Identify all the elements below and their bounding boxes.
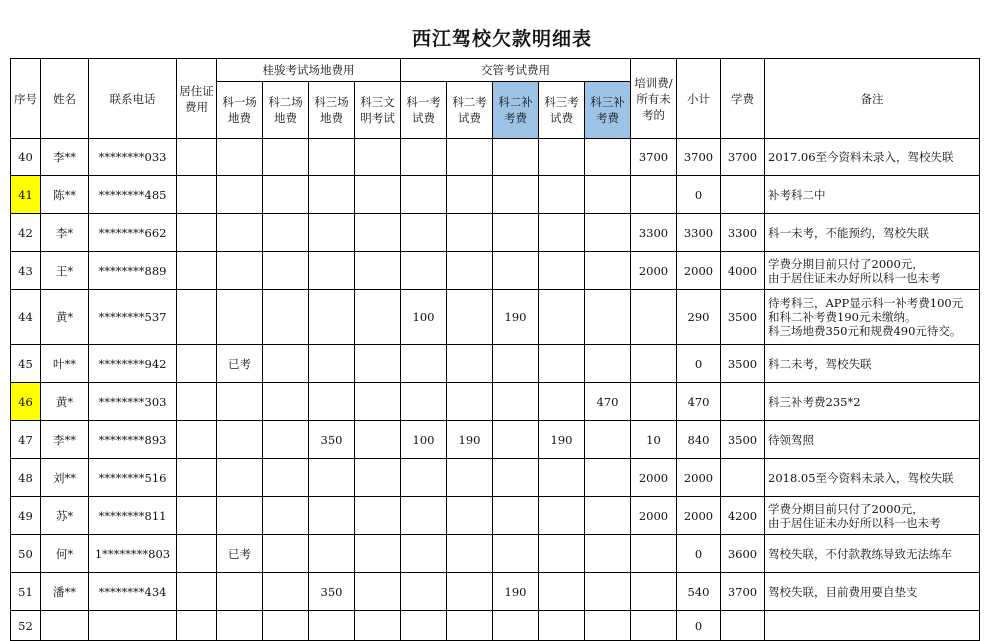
cell-k3-venue: [309, 345, 355, 383]
cell-k3-exam: [539, 459, 585, 497]
cell-phone: ********889: [89, 252, 177, 290]
cell-residence-fee: [177, 535, 217, 573]
cell-k2-venue: [263, 383, 309, 421]
cell-training: 2000: [631, 497, 677, 535]
cell-k1-exam: [401, 176, 447, 214]
cell-k2-makeup: [493, 497, 539, 535]
cell-name: 黄*: [41, 383, 89, 421]
table-row: [11, 611, 980, 641]
cell-k3-venue: [309, 611, 355, 641]
page-title: 西江驾校欠款明细表: [411, 28, 592, 50]
cell-k2-venue: [263, 214, 309, 252]
cell-k2-venue: [263, 290, 309, 345]
header-tuition: 学费: [721, 59, 765, 139]
cell-training: [631, 535, 677, 573]
cell-phone: ********516: [89, 459, 177, 497]
cell-k3-civil: [355, 345, 401, 383]
cell-tuition: 3500: [721, 345, 765, 383]
cell-training: [631, 573, 677, 611]
table-row: [11, 383, 980, 421]
header-training: 培训费/所有未考的: [631, 59, 677, 139]
cell-k3-exam: [539, 139, 585, 176]
cell-k1-venue: [217, 573, 263, 611]
cell-k2-exam: [447, 214, 493, 252]
cell-k3-civil: [355, 573, 401, 611]
cell-k1-exam: [401, 345, 447, 383]
cell-phone: ********662: [89, 214, 177, 252]
cell-residence-fee: [177, 383, 217, 421]
cell-k3-exam: [539, 573, 585, 611]
cell-k3-civil: [355, 535, 401, 573]
cell-k3-makeup: 470: [585, 383, 631, 421]
table-row: [11, 176, 980, 214]
cell-training: 2000: [631, 459, 677, 497]
cell-k2-makeup: [493, 383, 539, 421]
cell-seq: 49: [11, 497, 41, 535]
cell-k3-makeup: [585, 421, 631, 459]
cell-note: 学费分期目前只付了2000元， 由于居住证未办好所以科一也未考: [765, 497, 980, 535]
cell-k1-exam: [401, 139, 447, 176]
cell-k2-exam: [447, 611, 493, 641]
cell-subtotal: 3300: [677, 214, 721, 252]
cell-k2-venue: [263, 252, 309, 290]
cell-k3-exam: [539, 345, 585, 383]
cell-k3-venue: [309, 383, 355, 421]
cell-residence-fee: [177, 290, 217, 345]
cell-seq: 46: [11, 383, 41, 421]
cell-k1-venue: [217, 459, 263, 497]
cell-residence-fee: [177, 421, 217, 459]
cell-k3-venue: [309, 214, 355, 252]
cell-k3-venue: 350: [309, 421, 355, 459]
cell-k1-venue: 已考: [217, 535, 263, 573]
cell-k3-venue: [309, 176, 355, 214]
cell-note: 驾校失联，目前费用要自垫支: [765, 573, 980, 611]
cell-k2-makeup: [493, 252, 539, 290]
cell-residence-fee: [177, 214, 217, 252]
cell-subtotal: 0: [677, 176, 721, 214]
cell-tuition: [721, 611, 765, 641]
cell-k2-venue: [263, 535, 309, 573]
cell-k2-makeup: [493, 459, 539, 497]
cell-k2-makeup: [493, 611, 539, 641]
cell-name: [41, 611, 89, 641]
cell-seq: 41: [11, 176, 41, 214]
header-subtotal: 小计: [677, 59, 721, 139]
cell-phone: [89, 611, 177, 641]
table-row: [11, 345, 980, 383]
header-phone: 联系电话: [89, 59, 177, 139]
cell-seq: 45: [11, 345, 41, 383]
cell-tuition: [721, 176, 765, 214]
cell-training: [631, 176, 677, 214]
cell-k3-venue: 350: [309, 573, 355, 611]
cell-k2-makeup: [493, 139, 539, 176]
cell-k3-makeup: [585, 176, 631, 214]
table-row: [11, 139, 980, 176]
cell-note: 科三补考费235*2: [765, 383, 980, 421]
cell-seq: 40: [11, 139, 41, 176]
cell-k2-makeup: [493, 345, 539, 383]
table-row: [11, 421, 980, 459]
cell-k3-makeup: [585, 345, 631, 383]
cell-subtotal: 2000: [677, 497, 721, 535]
cell-k2-venue: [263, 497, 309, 535]
cell-residence-fee: [177, 573, 217, 611]
cell-k2-exam: [447, 139, 493, 176]
cell-subtotal: 840: [677, 421, 721, 459]
cell-k1-venue: 已考: [217, 345, 263, 383]
cell-name: 李**: [41, 139, 89, 176]
cell-k2-exam: [447, 459, 493, 497]
cell-seq: 43: [11, 252, 41, 290]
cell-k2-makeup: 190: [493, 573, 539, 611]
cell-k1-exam: [401, 383, 447, 421]
cell-k2-exam: [447, 383, 493, 421]
cell-k3-exam: [539, 383, 585, 421]
cell-k2-makeup: [493, 214, 539, 252]
cell-tuition: 3500: [721, 290, 765, 345]
cell-residence-fee: [177, 252, 217, 290]
cell-k3-makeup: [585, 459, 631, 497]
table-row: [11, 573, 980, 611]
cell-training: 2000: [631, 252, 677, 290]
header-group-traffic: 交管考试费用: [401, 59, 631, 82]
cell-training: [631, 345, 677, 383]
cell-k1-venue: [217, 252, 263, 290]
cell-k1-exam: [401, 573, 447, 611]
cell-k2-exam: [447, 345, 493, 383]
cell-k1-exam: [401, 214, 447, 252]
cell-name: 黄*: [41, 290, 89, 345]
cell-tuition: 3700: [721, 573, 765, 611]
cell-phone: 1********803: [89, 535, 177, 573]
header-residence-fee: 居住证费用: [177, 59, 217, 139]
header-seq: 序号: [11, 59, 41, 139]
cell-k1-venue: [217, 290, 263, 345]
cell-phone: ********537: [89, 290, 177, 345]
table-row: [11, 290, 980, 345]
cell-k2-exam: [447, 497, 493, 535]
cell-k1-exam: 100: [401, 421, 447, 459]
cell-note: 科二未考，驾校失联: [765, 345, 980, 383]
cell-k3-venue: [309, 535, 355, 573]
table-row: [11, 535, 980, 573]
cell-k3-civil: [355, 611, 401, 641]
cell-k3-exam: [539, 252, 585, 290]
cell-k1-exam: [401, 459, 447, 497]
cell-k2-venue: [263, 421, 309, 459]
table-row: [11, 214, 980, 252]
cell-residence-fee: [177, 176, 217, 214]
cell-seq: 52: [11, 611, 41, 641]
cell-subtotal: 0: [677, 535, 721, 573]
cell-tuition: 3700: [721, 139, 765, 176]
cell-k1-venue: [217, 176, 263, 214]
cell-phone: ********811: [89, 497, 177, 535]
cell-k3-venue: [309, 290, 355, 345]
cell-residence-fee: [177, 611, 217, 641]
cell-name: 刘**: [41, 459, 89, 497]
cell-k3-civil: [355, 214, 401, 252]
cell-residence-fee: [177, 459, 217, 497]
cell-tuition: [721, 459, 765, 497]
cell-note: 补考科二中: [765, 176, 980, 214]
cell-note: 科一未考，不能预约，驾校失联: [765, 214, 980, 252]
cell-note: 驾校失联，不付款教练导致无法练车: [765, 535, 980, 573]
cell-tuition: [721, 383, 765, 421]
header-k3-makeup: 科三补考费: [585, 82, 631, 139]
cell-k3-civil: [355, 176, 401, 214]
cell-subtotal: 0: [677, 345, 721, 383]
cell-seq: 48: [11, 459, 41, 497]
header-name: 姓名: [41, 59, 89, 139]
header-k3-civil: 科三文明考试: [355, 82, 401, 139]
cell-k3-venue: [309, 252, 355, 290]
cell-k1-exam: 100: [401, 290, 447, 345]
cell-k3-civil: [355, 252, 401, 290]
cell-name: 李*: [41, 214, 89, 252]
cell-k2-makeup: [493, 421, 539, 459]
cell-k2-exam: [447, 573, 493, 611]
cell-seq: 42: [11, 214, 41, 252]
header-group-venue: 桂骏考试场地费用: [217, 59, 401, 82]
cell-subtotal: 2000: [677, 252, 721, 290]
cell-k3-exam: 190: [539, 421, 585, 459]
cell-training: 3700: [631, 139, 677, 176]
cell-k3-makeup: [585, 611, 631, 641]
cell-k3-venue: [309, 497, 355, 535]
header-k2-exam: 科二考试费: [447, 82, 493, 139]
cell-name: 何*: [41, 535, 89, 573]
cell-seq: 44: [11, 290, 41, 345]
cell-seq: 51: [11, 573, 41, 611]
cell-tuition: 3300: [721, 214, 765, 252]
cell-k1-venue: [217, 497, 263, 535]
cell-name: 潘**: [41, 573, 89, 611]
cell-note: 待考科三，APP显示科一补考费100元 和科二补考费190元未缴纳。 科三场地费350元和规费490元待交。: [765, 290, 980, 345]
cell-k2-exam: [447, 535, 493, 573]
cell-seq: 50: [11, 535, 41, 573]
cell-note: [765, 611, 980, 641]
cell-seq: 47: [11, 421, 41, 459]
cell-k3-venue: [309, 459, 355, 497]
cell-k3-makeup: [585, 139, 631, 176]
cell-tuition: 4200: [721, 497, 765, 535]
arrears-table: [10, 58, 980, 641]
cell-k3-makeup: [585, 497, 631, 535]
cell-phone: ********434: [89, 573, 177, 611]
cell-k3-civil: [355, 459, 401, 497]
cell-k1-exam: [401, 535, 447, 573]
cell-phone: ********893: [89, 421, 177, 459]
cell-note: 学费分期目前只付了2000元， 由于居住证未办好所以科一也未考: [765, 252, 980, 290]
cell-tuition: 3600: [721, 535, 765, 573]
cell-training: 10: [631, 421, 677, 459]
cell-subtotal: 540: [677, 573, 721, 611]
cell-k1-venue: [217, 214, 263, 252]
cell-name: 叶**: [41, 345, 89, 383]
cell-k1-venue: [217, 421, 263, 459]
header-k2-venue: 科二场地费: [263, 82, 309, 139]
cell-k2-makeup: [493, 535, 539, 573]
cell-subtotal: 3700: [677, 139, 721, 176]
cell-k3-civil: [355, 290, 401, 345]
cell-k3-makeup: [585, 214, 631, 252]
cell-k3-civil: [355, 139, 401, 176]
cell-tuition: 4000: [721, 252, 765, 290]
cell-k3-exam: [539, 214, 585, 252]
cell-subtotal: 290: [677, 290, 721, 345]
cell-k2-venue: [263, 345, 309, 383]
table-row: [11, 497, 980, 535]
cell-k1-exam: [401, 611, 447, 641]
header-k3-venue: 科三场地费: [309, 82, 355, 139]
cell-name: 苏*: [41, 497, 89, 535]
cell-subtotal: 2000: [677, 459, 721, 497]
header-k3-exam: 科三考试费: [539, 82, 585, 139]
cell-name: 陈**: [41, 176, 89, 214]
cell-k3-makeup: [585, 252, 631, 290]
cell-note: 2017.06至今资料未录入，驾校失联: [765, 139, 980, 176]
cell-note: 2018.05至今资料未录入，驾校失联: [765, 459, 980, 497]
header-k1-exam: 科一考试费: [401, 82, 447, 139]
cell-k3-exam: [539, 176, 585, 214]
header-k2-makeup: 科二补考费: [493, 82, 539, 139]
cell-k1-venue: [217, 139, 263, 176]
cell-training: [631, 290, 677, 345]
header-k1-venue: 科一场地费: [217, 82, 263, 139]
cell-k2-venue: [263, 611, 309, 641]
cell-k2-exam: [447, 176, 493, 214]
cell-residence-fee: [177, 497, 217, 535]
cell-note: 待领驾照: [765, 421, 980, 459]
cell-k2-makeup: [493, 176, 539, 214]
cell-k3-exam: [539, 290, 585, 345]
cell-k1-exam: [401, 252, 447, 290]
cell-k1-exam: [401, 497, 447, 535]
header-note: 备注: [765, 59, 980, 139]
cell-k2-makeup: 190: [493, 290, 539, 345]
cell-residence-fee: [177, 139, 217, 176]
cell-subtotal: 470: [677, 383, 721, 421]
cell-k3-exam: [539, 611, 585, 641]
cell-training: 3300: [631, 214, 677, 252]
cell-phone: ********942: [89, 345, 177, 383]
cell-k3-exam: [539, 497, 585, 535]
cell-k1-venue: [217, 383, 263, 421]
cell-k3-civil: [355, 497, 401, 535]
cell-training: [631, 611, 677, 641]
cell-k3-venue: [309, 139, 355, 176]
cell-k3-makeup: [585, 535, 631, 573]
cell-k2-exam: 190: [447, 421, 493, 459]
cell-phone: ********485: [89, 176, 177, 214]
cell-phone: ********033: [89, 139, 177, 176]
cell-k2-venue: [263, 176, 309, 214]
cell-k2-exam: [447, 252, 493, 290]
cell-name: 王*: [41, 252, 89, 290]
cell-k2-venue: [263, 139, 309, 176]
table-body: [11, 139, 980, 641]
cell-residence-fee: [177, 345, 217, 383]
cell-subtotal: 0: [677, 611, 721, 641]
cell-k2-venue: [263, 573, 309, 611]
cell-k3-exam: [539, 535, 585, 573]
cell-name: 李**: [41, 421, 89, 459]
cell-training: [631, 383, 677, 421]
cell-k1-venue: [217, 611, 263, 641]
cell-phone: ********303: [89, 383, 177, 421]
cell-k3-makeup: [585, 573, 631, 611]
cell-k2-venue: [263, 459, 309, 497]
cell-k3-civil: [355, 421, 401, 459]
cell-k2-exam: [447, 290, 493, 345]
table-row: [11, 252, 980, 290]
cell-k3-makeup: [585, 290, 631, 345]
cell-tuition: 3500: [721, 421, 765, 459]
cell-k3-civil: [355, 383, 401, 421]
table-row: [11, 459, 980, 497]
